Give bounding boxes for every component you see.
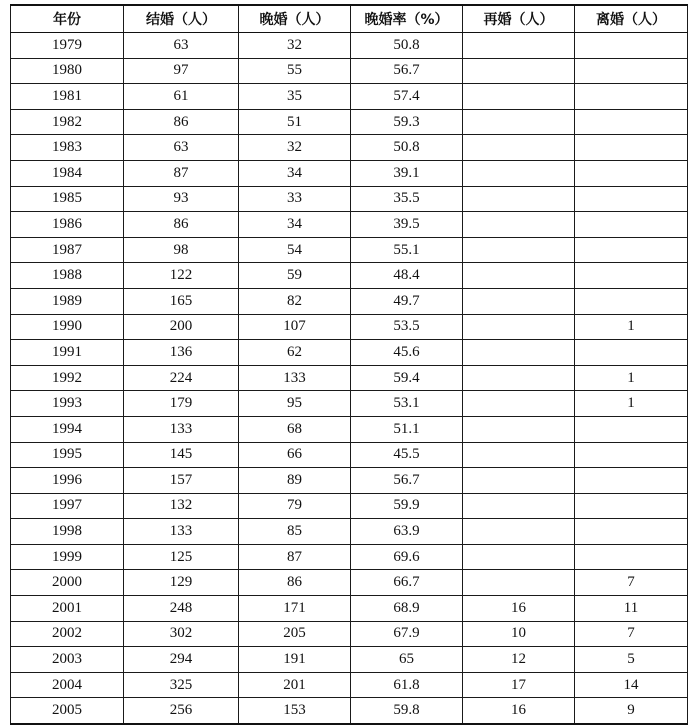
cell-late-marriages: 86 — [239, 570, 351, 596]
cell-remarriages — [463, 186, 575, 212]
cell-year: 1985 — [11, 186, 124, 212]
table-row — [11, 544, 688, 570]
cell-divorces: 1 — [575, 391, 688, 417]
cell-divorces — [575, 109, 688, 135]
cell-marriages: 87 — [124, 160, 239, 186]
table-row — [11, 468, 688, 494]
cell-late-marriages: 133 — [239, 365, 351, 391]
cell-year: 1999 — [11, 544, 124, 570]
cell-divorces: 14 — [575, 672, 688, 698]
cell-remarriages — [463, 365, 575, 391]
table-row — [11, 160, 688, 186]
cell-late-marriage-rate: 51.1 — [351, 416, 463, 442]
header-remarriages: 再婚（人） — [463, 5, 575, 33]
cell-remarriages — [463, 314, 575, 340]
cell-marriages: 86 — [124, 109, 239, 135]
cell-marriages: 136 — [124, 340, 239, 366]
cell-divorces — [575, 493, 688, 519]
cell-late-marriages: 55 — [239, 58, 351, 84]
cell-divorces — [575, 468, 688, 494]
cell-late-marriage-rate: 61.8 — [351, 672, 463, 698]
cell-remarriages — [463, 237, 575, 263]
cell-marriages: 302 — [124, 621, 239, 647]
cell-late-marriage-rate: 39.1 — [351, 160, 463, 186]
cell-late-marriages: 191 — [239, 647, 351, 673]
cell-year: 1984 — [11, 160, 124, 186]
cell-divorces — [575, 84, 688, 110]
cell-year: 1994 — [11, 416, 124, 442]
cell-divorces — [575, 160, 688, 186]
table-row — [11, 314, 688, 340]
cell-late-marriage-rate: 65 — [351, 647, 463, 673]
cell-year: 1992 — [11, 365, 124, 391]
table-row — [11, 288, 688, 314]
cell-late-marriage-rate: 59.8 — [351, 698, 463, 724]
cell-remarriages — [463, 58, 575, 84]
cell-remarriages — [463, 391, 575, 417]
cell-divorces — [575, 263, 688, 289]
cell-late-marriages: 33 — [239, 186, 351, 212]
cell-divorces — [575, 288, 688, 314]
cell-divorces — [575, 544, 688, 570]
cell-late-marriage-rate: 59.4 — [351, 365, 463, 391]
cell-late-marriages: 59 — [239, 263, 351, 289]
cell-divorces — [575, 237, 688, 263]
cell-year: 1988 — [11, 263, 124, 289]
cell-late-marriages: 153 — [239, 698, 351, 724]
cell-late-marriages: 35 — [239, 84, 351, 110]
cell-late-marriages: 34 — [239, 160, 351, 186]
cell-remarriages — [463, 33, 575, 59]
cell-year: 2001 — [11, 596, 124, 622]
cell-marriages: 86 — [124, 212, 239, 238]
table-row — [11, 186, 688, 212]
cell-remarriages — [463, 212, 575, 238]
cell-remarriages — [463, 109, 575, 135]
cell-year: 1991 — [11, 340, 124, 366]
cell-remarriages — [463, 442, 575, 468]
table-row — [11, 442, 688, 468]
table-row — [11, 109, 688, 135]
cell-year: 1980 — [11, 58, 124, 84]
cell-marriages: 122 — [124, 263, 239, 289]
cell-year: 2004 — [11, 672, 124, 698]
cell-remarriages: 16 — [463, 698, 575, 724]
cell-divorces: 7 — [575, 570, 688, 596]
cell-late-marriage-rate: 53.5 — [351, 314, 463, 340]
cell-remarriages — [463, 340, 575, 366]
cell-marriages: 165 — [124, 288, 239, 314]
cell-late-marriages: 87 — [239, 544, 351, 570]
cell-marriages: 133 — [124, 416, 239, 442]
cell-marriages: 97 — [124, 58, 239, 84]
cell-marriages: 93 — [124, 186, 239, 212]
cell-marriages: 256 — [124, 698, 239, 724]
cell-late-marriage-rate: 59.9 — [351, 493, 463, 519]
cell-remarriages — [463, 160, 575, 186]
cell-year: 1981 — [11, 84, 124, 110]
cell-remarriages — [463, 570, 575, 596]
marriage-statistics-table-container — [10, 4, 687, 725]
cell-late-marriage-rate: 45.5 — [351, 442, 463, 468]
cell-late-marriages: 107 — [239, 314, 351, 340]
cell-marriages: 179 — [124, 391, 239, 417]
cell-year: 1982 — [11, 109, 124, 135]
table-body — [11, 33, 688, 725]
cell-marriages: 248 — [124, 596, 239, 622]
cell-late-marriages: 95 — [239, 391, 351, 417]
table-header — [11, 5, 688, 33]
table-row — [11, 416, 688, 442]
table-row — [11, 237, 688, 263]
cell-late-marriages: 32 — [239, 33, 351, 59]
cell-late-marriage-rate: 69.6 — [351, 544, 463, 570]
cell-year: 1983 — [11, 135, 124, 161]
marriage-statistics-table — [10, 4, 688, 725]
cell-marriages: 133 — [124, 519, 239, 545]
cell-late-marriages: 82 — [239, 288, 351, 314]
cell-divorces — [575, 58, 688, 84]
table-row — [11, 212, 688, 238]
cell-remarriages: 16 — [463, 596, 575, 622]
cell-late-marriage-rate: 67.9 — [351, 621, 463, 647]
header-year: 年份 — [11, 5, 124, 33]
table-row — [11, 58, 688, 84]
table-row — [11, 672, 688, 698]
cell-remarriages — [463, 135, 575, 161]
cell-year: 1987 — [11, 237, 124, 263]
cell-year: 2003 — [11, 647, 124, 673]
table-row — [11, 33, 688, 59]
cell-year: 1995 — [11, 442, 124, 468]
cell-late-marriage-rate: 56.7 — [351, 58, 463, 84]
cell-marriages: 125 — [124, 544, 239, 570]
cell-late-marriages: 54 — [239, 237, 351, 263]
cell-divorces: 1 — [575, 365, 688, 391]
cell-late-marriages: 34 — [239, 212, 351, 238]
cell-remarriages: 17 — [463, 672, 575, 698]
cell-marriages: 325 — [124, 672, 239, 698]
cell-remarriages: 12 — [463, 647, 575, 673]
cell-marriages: 132 — [124, 493, 239, 519]
header-marriages: 结婚（人） — [124, 5, 239, 33]
cell-late-marriage-rate: 39.5 — [351, 212, 463, 238]
cell-year: 1989 — [11, 288, 124, 314]
cell-remarriages — [463, 544, 575, 570]
cell-late-marriage-rate: 49.7 — [351, 288, 463, 314]
table-row — [11, 647, 688, 673]
table-row — [11, 365, 688, 391]
table-row — [11, 135, 688, 161]
cell-marriages: 63 — [124, 33, 239, 59]
cell-marriages: 224 — [124, 365, 239, 391]
cell-late-marriages: 89 — [239, 468, 351, 494]
table-row — [11, 570, 688, 596]
cell-year: 1996 — [11, 468, 124, 494]
cell-divorces — [575, 519, 688, 545]
cell-divorces: 7 — [575, 621, 688, 647]
cell-marriages: 129 — [124, 570, 239, 596]
cell-year: 1986 — [11, 212, 124, 238]
cell-remarriages — [463, 288, 575, 314]
cell-divorces: 9 — [575, 698, 688, 724]
table-row — [11, 493, 688, 519]
table-row — [11, 519, 688, 545]
table-row — [11, 596, 688, 622]
table-row — [11, 621, 688, 647]
header-late-marriage-rate: 晚婚率（%） — [351, 5, 463, 33]
cell-late-marriage-rate: 50.8 — [351, 33, 463, 59]
cell-remarriages — [463, 416, 575, 442]
cell-late-marriages: 79 — [239, 493, 351, 519]
cell-divorces — [575, 442, 688, 468]
cell-late-marriage-rate: 48.4 — [351, 263, 463, 289]
table-row — [11, 263, 688, 289]
cell-divorces — [575, 33, 688, 59]
cell-remarriages — [463, 493, 575, 519]
cell-year: 2002 — [11, 621, 124, 647]
cell-marriages: 157 — [124, 468, 239, 494]
cell-remarriages — [463, 263, 575, 289]
cell-marriages: 63 — [124, 135, 239, 161]
cell-year: 1998 — [11, 519, 124, 545]
cell-divorces — [575, 186, 688, 212]
table-row — [11, 698, 688, 724]
cell-divorces — [575, 135, 688, 161]
cell-late-marriages: 201 — [239, 672, 351, 698]
cell-divorces — [575, 416, 688, 442]
cell-divorces — [575, 340, 688, 366]
cell-late-marriage-rate: 68.9 — [351, 596, 463, 622]
cell-remarriages: 10 — [463, 621, 575, 647]
cell-year: 2005 — [11, 698, 124, 724]
header-divorces: 离婚（人） — [575, 5, 688, 33]
cell-late-marriage-rate: 66.7 — [351, 570, 463, 596]
cell-remarriages — [463, 84, 575, 110]
cell-late-marriages: 51 — [239, 109, 351, 135]
cell-late-marriage-rate: 50.8 — [351, 135, 463, 161]
cell-year: 1997 — [11, 493, 124, 519]
cell-late-marriage-rate: 63.9 — [351, 519, 463, 545]
header-late-marriages: 晚婚（人） — [239, 5, 351, 33]
cell-marriages: 200 — [124, 314, 239, 340]
table-row — [11, 84, 688, 110]
cell-year: 1993 — [11, 391, 124, 417]
cell-late-marriage-rate: 53.1 — [351, 391, 463, 417]
header-row — [11, 5, 688, 33]
cell-year: 2000 — [11, 570, 124, 596]
cell-year: 1990 — [11, 314, 124, 340]
cell-late-marriage-rate: 56.7 — [351, 468, 463, 494]
cell-marriages: 61 — [124, 84, 239, 110]
cell-marriages: 98 — [124, 237, 239, 263]
cell-year: 1979 — [11, 33, 124, 59]
cell-marriages: 294 — [124, 647, 239, 673]
cell-late-marriages: 205 — [239, 621, 351, 647]
cell-marriages: 145 — [124, 442, 239, 468]
cell-late-marriages: 171 — [239, 596, 351, 622]
cell-late-marriages: 66 — [239, 442, 351, 468]
cell-divorces: 11 — [575, 596, 688, 622]
cell-late-marriage-rate: 59.3 — [351, 109, 463, 135]
cell-late-marriage-rate: 35.5 — [351, 186, 463, 212]
cell-remarriages — [463, 519, 575, 545]
cell-late-marriages: 32 — [239, 135, 351, 161]
table-row — [11, 340, 688, 366]
cell-late-marriage-rate: 55.1 — [351, 237, 463, 263]
cell-divorces — [575, 212, 688, 238]
cell-late-marriages: 62 — [239, 340, 351, 366]
cell-late-marriage-rate: 57.4 — [351, 84, 463, 110]
cell-divorces: 1 — [575, 314, 688, 340]
cell-late-marriages: 68 — [239, 416, 351, 442]
table-row — [11, 391, 688, 417]
cell-remarriages — [463, 468, 575, 494]
cell-late-marriage-rate: 45.6 — [351, 340, 463, 366]
cell-divorces: 5 — [575, 647, 688, 673]
cell-late-marriages: 85 — [239, 519, 351, 545]
